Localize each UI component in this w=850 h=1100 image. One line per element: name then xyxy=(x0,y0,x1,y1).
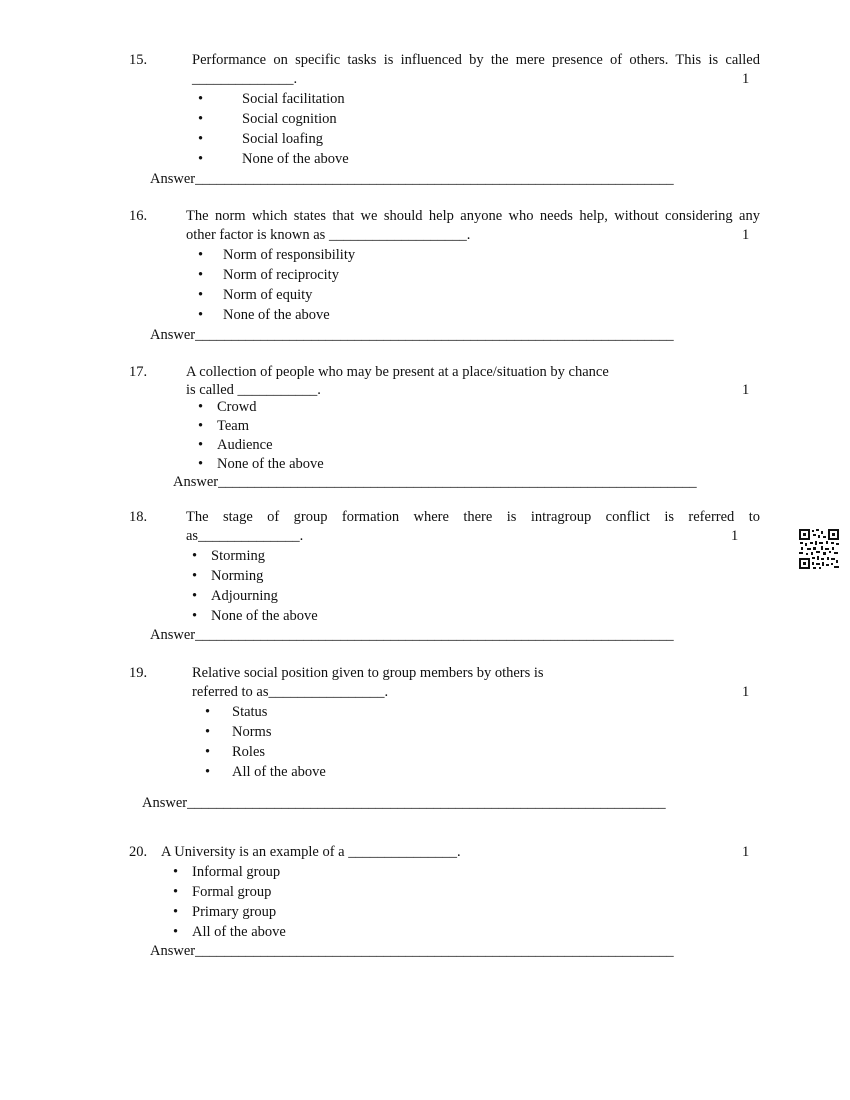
option-label: None of the above xyxy=(211,608,318,624)
bullet-icon: • xyxy=(173,884,179,900)
option-label: Storming xyxy=(211,548,265,564)
option-label: Social loafing xyxy=(242,131,323,147)
bullet-icon: • xyxy=(205,744,211,760)
answer-line: Answer__________________________________________________________________ xyxy=(142,795,666,811)
option xyxy=(198,305,355,325)
option-label: Norm of responsibility xyxy=(223,247,356,263)
answer-line: Answer__________________________________________________________________ xyxy=(150,943,674,959)
question-text-line-1: A collection of people who may be present at a place/situation by chance xyxy=(186,364,609,380)
option-label: Primary group xyxy=(192,904,277,920)
option xyxy=(192,606,318,626)
marks-label: 1 xyxy=(742,844,750,860)
option xyxy=(198,109,349,129)
question-text-line-1: Performance on specific tasks is influenced by the mere presence of others. This is called xyxy=(192,52,760,68)
option-label: All of the above xyxy=(232,764,326,780)
question-number: 15. xyxy=(129,52,148,68)
option xyxy=(198,417,324,436)
options-list xyxy=(198,398,324,474)
question-text-line-2: referred to as________________. xyxy=(192,684,389,700)
option xyxy=(173,922,286,942)
option-label: Norm of equity xyxy=(223,287,313,303)
bullet-icon: • xyxy=(205,704,211,720)
answer-line: Answer__________________________________________________________________ xyxy=(150,627,674,643)
bullet-icon: • xyxy=(198,399,204,415)
option xyxy=(205,762,326,782)
bullet-icon: • xyxy=(173,904,179,920)
bullet-icon: • xyxy=(173,924,179,940)
option xyxy=(192,586,318,606)
option-label: Team xyxy=(217,418,249,434)
options-list xyxy=(192,546,318,626)
option-label: Informal group xyxy=(192,864,281,880)
bullet-icon: • xyxy=(198,267,204,283)
option xyxy=(192,546,318,566)
options-list xyxy=(205,702,326,782)
marks-label: 1 xyxy=(731,528,739,544)
bullet-icon: • xyxy=(205,724,211,740)
option xyxy=(205,742,326,762)
option xyxy=(205,722,326,742)
bullet-icon: • xyxy=(198,287,204,303)
option xyxy=(198,149,349,169)
option xyxy=(198,89,349,109)
options-list xyxy=(198,245,355,325)
option xyxy=(198,436,324,455)
option xyxy=(198,245,355,265)
question-number: 16. xyxy=(129,208,148,224)
marks-label: 1 xyxy=(742,382,750,398)
qr-code-icon xyxy=(799,529,839,569)
bullet-icon: • xyxy=(173,864,179,880)
option xyxy=(205,702,326,722)
option xyxy=(192,566,318,586)
answer-line: Answer__________________________________________________________________ xyxy=(150,171,674,187)
question-text-line-1: Relative social position given to group members by others is xyxy=(192,665,544,681)
option-label: Audience xyxy=(217,437,273,453)
option xyxy=(173,882,286,902)
option xyxy=(198,398,324,417)
option-label: None of the above xyxy=(223,307,330,323)
answer-line: Answer__________________________________________________________________ xyxy=(150,327,674,343)
option xyxy=(198,129,349,149)
question-number: 20. xyxy=(129,844,148,860)
option-label: Norm of reciprocity xyxy=(223,267,339,283)
option-label: None of the above xyxy=(217,456,324,472)
option-label: Norms xyxy=(232,724,272,740)
option-label: Adjourning xyxy=(211,588,278,604)
option-label: None of the above xyxy=(242,151,349,167)
question-text-line-2: ______________. xyxy=(192,71,298,87)
bullet-icon: • xyxy=(198,247,204,263)
option-label: Social facilitation xyxy=(242,91,345,107)
options-list xyxy=(173,862,286,942)
answer-line: Answer__________________________________________________________________ xyxy=(173,474,697,490)
bullet-icon: • xyxy=(198,111,204,127)
bullet-icon: • xyxy=(198,456,204,472)
option xyxy=(198,455,324,474)
question-text-line-1: The norm which states that we should help anyone who needs help, without considering any xyxy=(186,208,760,224)
option xyxy=(173,862,286,882)
options-list xyxy=(198,89,349,169)
marks-label: 1 xyxy=(742,684,750,700)
question-number: 17. xyxy=(129,364,148,380)
marks-label: 1 xyxy=(742,227,750,243)
option-label: Social cognition xyxy=(242,111,337,127)
question-text-line-2: as______________. xyxy=(186,528,304,544)
option-label: Crowd xyxy=(217,399,257,415)
bullet-icon: • xyxy=(192,608,198,624)
option-label: Status xyxy=(232,704,268,720)
bullet-icon: • xyxy=(198,151,204,167)
question-text-line-1: The stage of group formation where there is intragroup conflict is referred to xyxy=(186,509,760,525)
bullet-icon: • xyxy=(192,588,198,604)
bullet-icon: • xyxy=(198,131,204,147)
bullet-icon: • xyxy=(192,568,198,584)
question-text-line-2: is called ___________. xyxy=(186,382,321,398)
bullet-icon: • xyxy=(192,548,198,564)
option xyxy=(173,902,286,922)
marks-label: 1 xyxy=(742,71,750,87)
question-number: 19. xyxy=(129,665,148,681)
option xyxy=(198,285,355,305)
option xyxy=(198,265,355,285)
bullet-icon: • xyxy=(198,91,204,107)
bullet-icon: • xyxy=(198,307,204,323)
bullet-icon: • xyxy=(198,437,204,453)
question-text-line-2: other factor is known as ___________________. xyxy=(186,227,471,243)
option-label: All of the above xyxy=(192,924,286,940)
option-label: Roles xyxy=(232,744,266,760)
option-label: Formal group xyxy=(192,884,272,900)
bullet-icon: • xyxy=(198,418,204,434)
question-text-line-1: A University is an example of a _______________. xyxy=(161,844,461,860)
bullet-icon: • xyxy=(205,764,211,780)
question-number: 18. xyxy=(129,509,148,525)
option-label: Norming xyxy=(211,568,264,584)
